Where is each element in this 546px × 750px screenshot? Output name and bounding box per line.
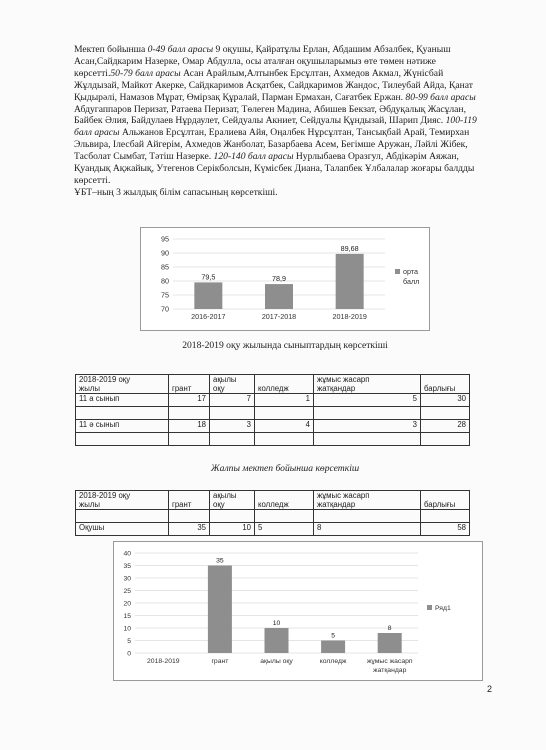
table-cell: 8 bbox=[314, 523, 421, 536]
table-cell bbox=[255, 433, 314, 446]
header-cell: барлығы bbox=[421, 491, 470, 510]
header-cell: грант bbox=[169, 375, 210, 394]
header-cell: 2018-2019 оқу жылы bbox=[76, 491, 169, 510]
table-cell bbox=[255, 407, 314, 420]
header-cell: ақылы оқу bbox=[210, 375, 255, 394]
data-label: 8 bbox=[387, 625, 392, 632]
score-range: 50-79 балл арасы bbox=[110, 67, 181, 79]
data-label: 35 bbox=[216, 557, 224, 565]
x-tick-label: 2018-2019 bbox=[147, 658, 180, 665]
x-tick-label: жатқандар bbox=[373, 667, 407, 674]
page-number: 2 bbox=[487, 684, 493, 694]
table-cell bbox=[421, 510, 470, 523]
text-run: Асан Арайлым,Алтынбек Ерсұлтан, Ахмедов Акмал, Жүнісбай Жұлдызай, Майкот Акерке, Сайдкаримов Асқатбек, Сайдкаримов Жандос, Тилеубай Айда, Қанат Қыдырәлі, Намазов Мұрат, Өмірзақ Құралай, Парман Ермахан, Сағатбек Ержан. bbox=[74, 67, 473, 103]
table-cell: 4 bbox=[255, 420, 314, 433]
data-label: 79,5 bbox=[201, 272, 216, 282]
header-cell: грант bbox=[169, 491, 210, 510]
y-tick-label: 20 bbox=[123, 600, 131, 608]
table-cell bbox=[255, 510, 314, 523]
table-header-row bbox=[76, 375, 470, 394]
data-label: 89,68 bbox=[340, 243, 359, 253]
table-cell bbox=[169, 433, 210, 446]
table-cell bbox=[421, 407, 470, 420]
data-label: 78,9 bbox=[272, 274, 286, 284]
text-run: Абдугаппаров Перизат, Ратаева Перизат, Төлеген Мадина, Абишев Бекзат, Әбдуқалық Жасұлан, Байбек Әлия, Байдулаев Нұрдаулет, Сейдуалы Акниет, Сейдуалы Құндызай, Шарип Дияс. bbox=[74, 103, 466, 127]
caption-school: Жалпы мектеп бойынша көрсеткіш bbox=[210, 463, 360, 474]
text-run: 9 оқушы, Қайратұлы Ерлан, Абдашим Абзалбек, Қуаныш Асан,Сайдкарим Назерке, Омар Абдулла, осы аталған оқушыларымыз өте төмен нәтиже көрсетті. bbox=[74, 44, 451, 79]
table-cell: 1 bbox=[255, 394, 314, 407]
y-tick-label: 75 bbox=[161, 290, 169, 300]
table-cell: 5 bbox=[255, 523, 314, 536]
y-tick-label: 85 bbox=[161, 262, 169, 272]
bar bbox=[265, 628, 289, 653]
table-header-row bbox=[76, 491, 470, 510]
table-cell bbox=[210, 433, 255, 446]
x-tick-label: грант bbox=[211, 658, 229, 665]
table-cell: Оқушы bbox=[76, 523, 169, 536]
score-range: 100-119 балл арасы bbox=[74, 115, 477, 139]
score-range: 120-140 балл арасы bbox=[213, 151, 294, 163]
table-cell: 30 bbox=[421, 394, 470, 407]
x-tick-label: колледж bbox=[319, 658, 347, 665]
score-range: 0-49 балл арасы bbox=[147, 44, 214, 55]
score-range: 80-99 балл арасы bbox=[405, 91, 476, 103]
y-tick-label: 35 bbox=[123, 563, 131, 570]
header-cell: ақылы оқу bbox=[210, 491, 255, 510]
y-tick-label: 25 bbox=[123, 588, 131, 595]
table-cell: 58 bbox=[421, 523, 470, 536]
y-tick-label: 0 bbox=[127, 650, 131, 658]
table-row bbox=[76, 420, 470, 433]
table-cell: 10 bbox=[210, 523, 255, 536]
table-cell: 5 bbox=[314, 394, 421, 407]
text-run: Мектеп бойынша bbox=[74, 44, 148, 55]
y-tick-label: 5 bbox=[127, 638, 131, 645]
table-cell bbox=[314, 433, 421, 446]
section-heading: ҰБТ–ның 3 жылдық білім сапасының көрсеткіші. bbox=[74, 186, 278, 198]
bar bbox=[194, 282, 222, 309]
y-tick-label: 90 bbox=[161, 248, 169, 258]
table-cell bbox=[210, 407, 255, 420]
table-cell bbox=[76, 407, 169, 420]
bar bbox=[321, 641, 345, 654]
table-row bbox=[76, 510, 470, 523]
legend-label: Ряд1 bbox=[435, 605, 451, 612]
y-tick-label: 15 bbox=[123, 613, 131, 620]
table-cell: 7 bbox=[210, 394, 255, 407]
text-run: Нурлыбаева Оразгул, Абдікәрім Аяжан, Қуандық Ақжайық, Утегенов Серікболсын, Күмісбек Диана, Талапбек Ұлбалалар жоғары балдды көрсетті. bbox=[74, 151, 475, 186]
table-cell bbox=[169, 407, 210, 420]
x-tick-label: 2018-2019 bbox=[332, 312, 367, 321]
intro-paragraph bbox=[74, 44, 484, 199]
data-label: 5 bbox=[331, 632, 335, 640]
bar bbox=[378, 633, 402, 653]
y-tick-label: 10 bbox=[123, 625, 131, 633]
bar bbox=[336, 254, 364, 309]
header-cell: 2018-2019 оқу жылы bbox=[76, 375, 169, 394]
school-table bbox=[75, 490, 470, 536]
table-row bbox=[76, 394, 470, 407]
table-cell: 35 bbox=[169, 523, 210, 536]
y-tick-label: 70 bbox=[161, 304, 169, 314]
legend-label: балл bbox=[403, 277, 420, 286]
table-cell: 11 ә сынып bbox=[76, 420, 169, 433]
table-cell bbox=[76, 433, 169, 446]
table-cell: 17 bbox=[169, 394, 210, 407]
caption-classes: 2018-2019 оқу жылында сыныптардың көрсеткіші bbox=[182, 340, 388, 351]
table-cell bbox=[76, 510, 169, 523]
legend-swatch bbox=[395, 269, 400, 274]
table-cell: 3 bbox=[314, 420, 421, 433]
table-cell bbox=[169, 510, 210, 523]
table-row bbox=[76, 407, 470, 420]
x-tick-label: жұмыс жасарп bbox=[366, 658, 413, 665]
table-cell: 11 а сынып bbox=[76, 394, 169, 407]
bar bbox=[208, 566, 232, 654]
data-label: 10 bbox=[272, 620, 281, 627]
header-cell: жұмыс жасарп жатқандар bbox=[314, 375, 421, 394]
x-tick-label: 2016-2017 bbox=[191, 312, 226, 321]
header-cell: барлығы bbox=[421, 375, 470, 394]
y-tick-label: 95 bbox=[161, 234, 169, 244]
x-tick-label: ақылы оқу bbox=[260, 658, 293, 665]
y-tick-label: 40 bbox=[123, 550, 131, 558]
table-cell: 18 bbox=[169, 420, 210, 433]
header-cell: колледж bbox=[255, 491, 314, 510]
y-tick-label: 30 bbox=[123, 575, 131, 583]
y-tick-label: 80 bbox=[161, 276, 169, 286]
text-run: Альжанов Ерсұлтан, Ералиева Айя, Оңалбек Нұрсұлтан, Тансықбай Арай, Темирхан Эльвира, Ілесбай Айгерім, Ахмедов Жанболат, Базарбаева Асем, Бегімше Аружан, Ләйлі Жібек, Тасболат Сымбат, Тәтіш Назерке. bbox=[74, 127, 470, 163]
table-cell: 28 bbox=[421, 420, 470, 433]
table-cell bbox=[210, 510, 255, 523]
table-cell bbox=[314, 510, 421, 523]
score-chart bbox=[140, 227, 430, 331]
classes-table bbox=[75, 374, 470, 446]
table-row bbox=[76, 523, 470, 536]
table-cell bbox=[314, 407, 421, 420]
table-cell bbox=[421, 433, 470, 446]
bar bbox=[265, 284, 293, 309]
x-tick-label: 2017-2018 bbox=[261, 312, 297, 321]
outcome-chart bbox=[113, 541, 483, 681]
legend-label: орта bbox=[403, 267, 419, 276]
legend-swatch bbox=[427, 605, 432, 610]
table-cell: 3 bbox=[210, 420, 255, 433]
header-cell: жұмыс жасарп жатқандар bbox=[314, 491, 421, 510]
header-cell: колледж bbox=[255, 375, 314, 394]
table-row bbox=[76, 433, 470, 446]
